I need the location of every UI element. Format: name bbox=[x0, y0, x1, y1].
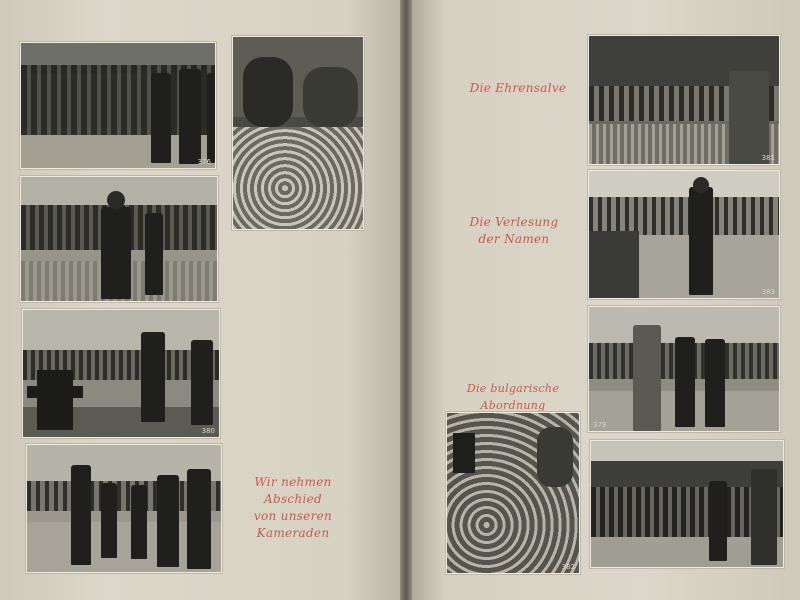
photo-number: 381 bbox=[761, 154, 775, 162]
photo-officers-field bbox=[26, 444, 222, 573]
photo-officer-saluting bbox=[20, 176, 218, 302]
caption-bulgarian-delegation: Die bulgarische Abordnung bbox=[466, 382, 560, 412]
photo-rifle-salute bbox=[22, 309, 220, 438]
photo-number: 376 bbox=[197, 158, 211, 166]
photo-formation-officers bbox=[590, 440, 784, 568]
photo-wreath-laying bbox=[232, 36, 364, 230]
caption-farewell-line2: von unseren bbox=[253, 509, 333, 523]
photo-bulgarian-officers bbox=[588, 306, 780, 432]
photo-number: 382 bbox=[561, 563, 575, 571]
caption-farewell-line1: Wir nehmen Abschied bbox=[254, 475, 332, 506]
caption-honor-salvo: Die Ehrensalve bbox=[469, 81, 567, 95]
caption-farewell-line3: Kameraden bbox=[256, 526, 330, 540]
caption-farewell bbox=[228, 474, 358, 542]
photo-reading-names bbox=[588, 170, 780, 299]
caption-reading-line2: der Namen bbox=[478, 232, 550, 246]
photo-number: 383 bbox=[761, 288, 775, 296]
photo-honor-salvo bbox=[588, 35, 780, 165]
right-page bbox=[406, 0, 800, 600]
book-gutter bbox=[400, 0, 412, 600]
photo-number: 380 bbox=[201, 427, 215, 435]
photo-soldiers-in-rows bbox=[20, 42, 216, 169]
photo-number: 379 bbox=[593, 421, 607, 429]
photo-grave-wreaths bbox=[446, 412, 580, 574]
caption-reading-line1: Die Verlesung bbox=[469, 215, 559, 229]
caption-reading-names bbox=[454, 214, 574, 248]
